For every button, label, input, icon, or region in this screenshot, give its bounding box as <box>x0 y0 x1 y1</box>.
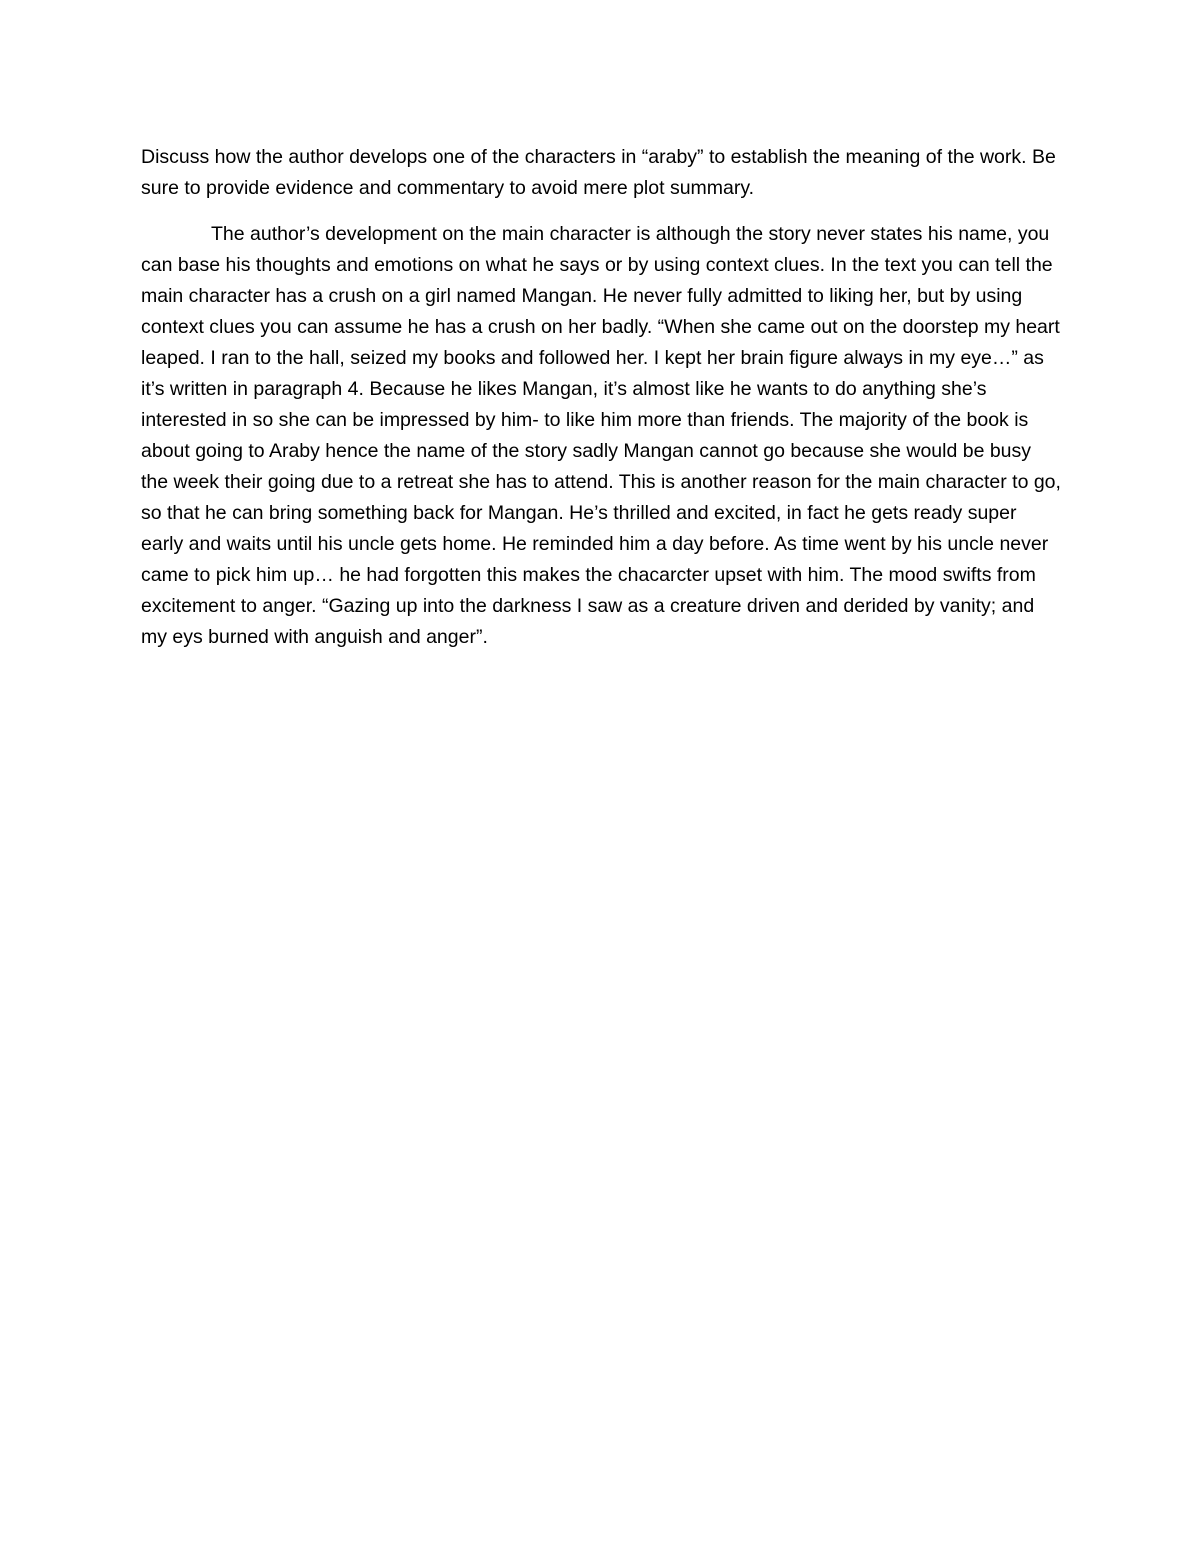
essay-prompt: Discuss how the author develops one of the characters in “araby” to establish the meaning of the work. Be sure to provide evidence and commentary to avoid mere plot summary. <box>141 146 1056 199</box>
document-body <box>141 142 1063 653</box>
essay-paragraph: The author’s development on the main character is although the story never states his name, you can base his thoughts and emotions on what he says or by using context clues. In the text you can tell the main character has a crush on a girl named Mangan. He never fully admitted to liking her, but by using context clues you can assume he has a crush on her badly. “When she came out on the doorstep my heart leaped. I ran to the hall, seized my books and followed her. I kept her brain figure always in my eye…” as it’s written in paragraph 4. Because he likes Mangan, it’s almost like he wants to do anything she’s interested in so she can be impressed by him- to like him more than friends. The majority of the book is about going to Araby hence the name of the story sadly Mangan cannot go because she would be busy the week their going due to a retreat she has to attend. This is another reason for the main character to go, so that he can bring something back for Mangan. He’s thrilled and excited, in fact he gets ready super early and waits until his uncle gets home. He reminded him a day before. As time went by his uncle never came to pick him up… he had forgotten this makes the chacarcter upset with him. The mood swifts from excitement to anger. “Gazing up into the darkness I saw as a creature driven and derided by vanity; and my eys burned with anguish and anger”. <box>141 223 1061 648</box>
